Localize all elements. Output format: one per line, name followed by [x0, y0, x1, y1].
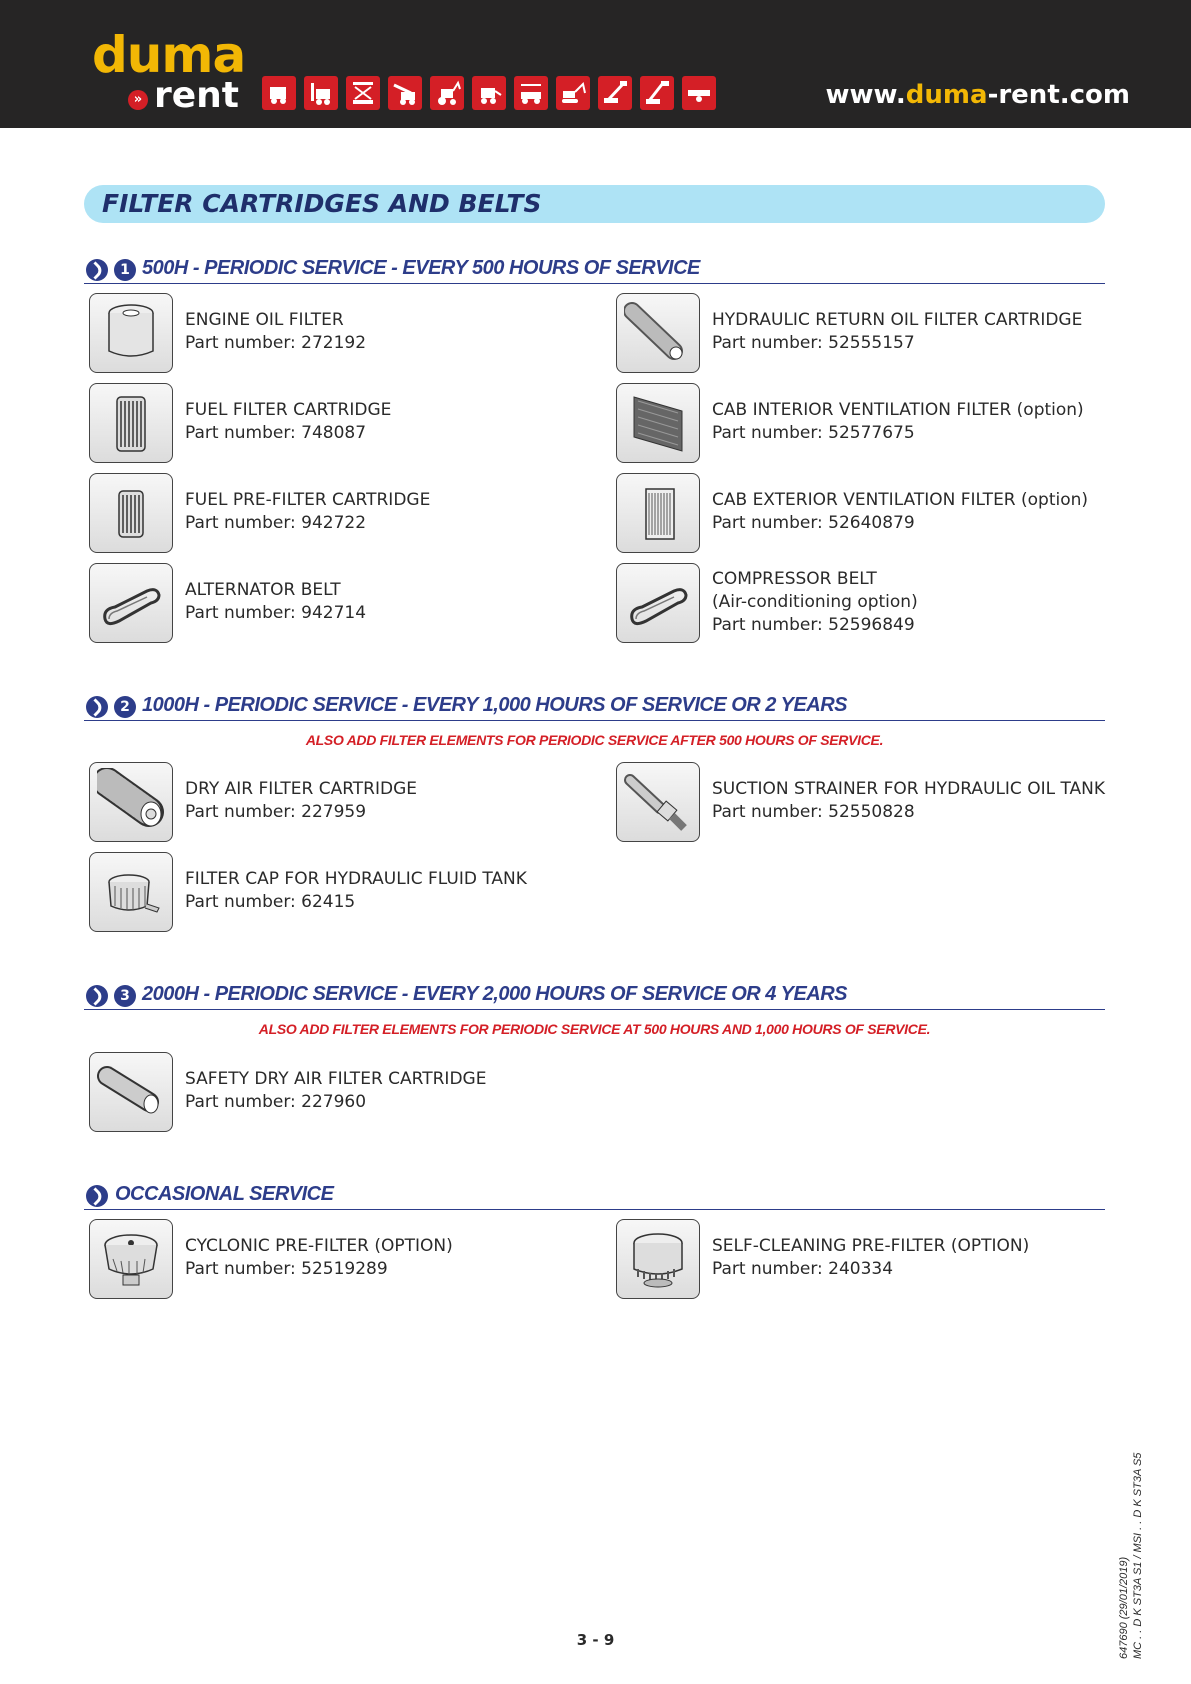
part-name: CAB EXTERIOR VENTILATION FILTER (option) — [712, 490, 1089, 510]
belt-icon — [616, 563, 700, 643]
section-title: 1000H - PERIODIC SERVICE - EVERY 1,000 HOURS OF SERVICE OR 2 YEARS — [142, 694, 848, 716]
page-number: 3 - 9 — [576, 1631, 615, 1649]
compact-loader-icon — [472, 76, 506, 110]
url-highlight: duma — [905, 80, 988, 110]
logo-duma-text: duma — [92, 26, 246, 84]
section-note: ALSO ADD FILTER ELEMENTS FOR PERIODIC SERVICE AFTER 500 HOURS OF SERVICE. — [305, 732, 884, 748]
skid-steer-icon — [262, 76, 296, 110]
arrow-icon — [86, 259, 108, 281]
part-name: ALTERNATOR BELT — [185, 580, 341, 600]
excavator-icon — [556, 76, 590, 110]
part-name: COMPRESSOR BELT — [712, 569, 877, 589]
part-number: Part number: 52596849 — [712, 615, 915, 635]
arrow-icon — [86, 985, 108, 1007]
part-number: Part number: 942714 — [185, 603, 367, 623]
part-name: CYCLONIC PRE-FILTER (OPTION) — [185, 1236, 453, 1256]
part-number: Part number: 748087 — [185, 423, 367, 443]
page-header — [0, 0, 1191, 128]
part-item — [89, 852, 589, 932]
backhoe-icon — [430, 76, 464, 110]
logo-rent-text: rent — [154, 75, 240, 116]
section-header-occasional — [84, 1179, 1105, 1210]
fuel-filter-icon — [89, 383, 173, 463]
part-number: Part number: 240334 — [712, 1259, 894, 1279]
part-name: FUEL FILTER CARTRIDGE — [185, 400, 392, 420]
part-item — [616, 563, 1116, 643]
part-item — [89, 383, 589, 463]
part-number: Part number: 942722 — [185, 513, 367, 533]
exterior-filter-icon — [616, 473, 700, 553]
page-title-banner — [84, 185, 1105, 223]
part-item — [89, 293, 589, 373]
part-item — [616, 473, 1116, 553]
section-number-badge: 1 — [114, 259, 136, 281]
arrow-icon — [86, 696, 108, 718]
section-header-500h — [84, 253, 1105, 284]
part-item — [616, 1219, 1116, 1299]
part-name: SUCTION STRAINER FOR HYDRAULIC OIL TANK — [712, 779, 1106, 799]
logo-arrows-icon: » — [128, 90, 148, 110]
part-number: Part number: 52577675 — [712, 423, 915, 443]
part-number: Part number: 52519289 — [185, 1259, 388, 1279]
part-name: SAFETY DRY AIR FILTER CARTRIDGE — [185, 1069, 487, 1089]
machine-icon-strip — [262, 76, 716, 110]
hydraulic-cartridge-icon — [616, 293, 700, 373]
scissor-lift-icon — [346, 76, 380, 110]
arrow-icon — [86, 1185, 108, 1207]
crane-truck-icon — [514, 76, 548, 110]
pre-filter-icon — [89, 473, 173, 553]
section-number-badge: 2 — [114, 696, 136, 718]
part-number: Part number: 62415 — [185, 892, 356, 912]
part-number: Part number: 52550828 — [712, 802, 915, 822]
part-name: SELF-CLEANING PRE-FILTER (OPTION) — [712, 1236, 1030, 1256]
page-title: FILTER CARTRIDGES AND BELTS — [102, 189, 542, 218]
part-number: Part number: 227959 — [185, 802, 367, 822]
part-name: DRY AIR FILTER CARTRIDGE — [185, 779, 418, 799]
air-filter-icon — [89, 762, 173, 842]
self-cleaning-prefilter-icon — [616, 1219, 700, 1299]
forklift-icon — [304, 76, 338, 110]
part-item — [616, 762, 1116, 842]
cyclonic-prefilter-icon — [89, 1219, 173, 1299]
strainer-icon — [616, 762, 700, 842]
part-number: Part number: 272192 — [185, 333, 367, 353]
section-title: 500H - PERIODIC SERVICE - EVERY 500 HOURS OF SERVICE — [142, 257, 700, 279]
part-item — [89, 1052, 589, 1132]
part-item — [89, 473, 589, 553]
section-title: 2000H - PERIODIC SERVICE - EVERY 2,000 HOURS OF SERVICE OR 4 YEARS — [142, 983, 848, 1005]
part-item — [89, 762, 589, 842]
document-reference-line-1: 647690 (29/01/2019) — [1118, 1556, 1130, 1659]
safety-filter-icon — [89, 1052, 173, 1132]
part-item — [616, 383, 1116, 463]
section-header-2000h — [84, 979, 1105, 1010]
section-number-badge: 3 — [114, 985, 136, 1007]
aerial-platform-icon — [640, 76, 674, 110]
part-item — [89, 1219, 589, 1299]
part-name: FUEL PRE-FILTER CARTRIDGE — [185, 490, 431, 510]
part-item — [89, 563, 589, 643]
part-name: CAB INTERIOR VENTILATION FILTER (option) — [712, 400, 1084, 420]
part-number: Part number: 52555157 — [712, 333, 915, 353]
website-url[interactable] — [826, 80, 1130, 110]
part-name: HYDRAULIC RETURN OIL FILTER CARTRIDGE — [712, 310, 1083, 330]
part-item — [616, 293, 1116, 373]
part-name: ENGINE OIL FILTER — [185, 310, 344, 330]
document-reference — [1117, 1453, 1145, 1659]
part-number: Part number: 227960 — [185, 1092, 367, 1112]
part-subtitle: (Air-conditioning option) — [712, 592, 918, 612]
section-note: ALSO ADD FILTER ELEMENTS FOR PERIODIC SERVICE AT 500 HOURS AND 1,000 HOURS OF SERVICE. — [258, 1021, 931, 1037]
panel-filter-icon — [616, 383, 700, 463]
document-reference-line-2: MC . . D K ST3A S1 / MSI . . D K ST3A S5 — [1132, 1452, 1144, 1659]
oil-filter-icon — [89, 293, 173, 373]
url-suffix: -rent.com — [987, 80, 1130, 110]
url-prefix: www. — [825, 80, 906, 110]
section-title: OCCASIONAL SERVICE — [115, 1183, 334, 1205]
belt-icon — [89, 563, 173, 643]
trailer-icon — [682, 76, 716, 110]
part-number: Part number: 52640879 — [712, 513, 915, 533]
boom-lift-icon — [598, 76, 632, 110]
section-header-1000h — [84, 690, 1105, 721]
telehandler-icon — [388, 76, 422, 110]
part-name: FILTER CAP FOR HYDRAULIC FLUID TANK — [185, 869, 527, 889]
filter-cap-icon — [89, 852, 173, 932]
